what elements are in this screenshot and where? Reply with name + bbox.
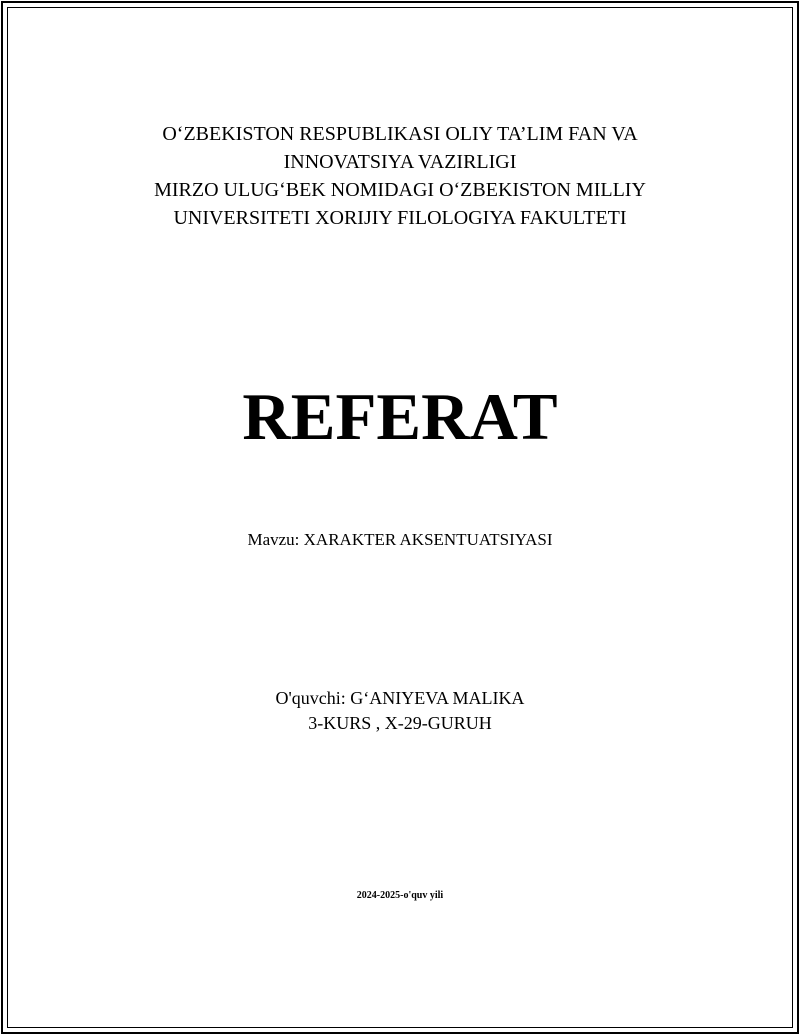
student-info: [0, 686, 800, 736]
student-name: O'quvchi: G‘ANIYEVA MALIKA: [275, 688, 525, 708]
header-line-2: INNOVATSIYA VAZIRLIGI: [283, 151, 517, 173]
student-course-group: 3-KURS , X-29-GURUH: [308, 713, 492, 733]
document-title: REFERAT: [242, 380, 558, 454]
institution-header: [0, 120, 800, 232]
topic-line: Mavzu: XARAKTER AKSENTUATSIYASI: [247, 530, 553, 549]
header-line-3: MIRZO ULUG‘BEK NOMIDAGI O‘ZBEKISTON MILLIY: [154, 179, 646, 201]
header-line-1: O‘ZBEKISTON RESPUBLIKASI OLIY TA’LIM FAN VA: [162, 123, 638, 145]
academic-year: 2024-2025-o'quv yili: [356, 890, 444, 901]
header-line-4: UNIVERSITETI XORIJIY FILOLOGIYA FAKULTETI: [173, 207, 627, 229]
